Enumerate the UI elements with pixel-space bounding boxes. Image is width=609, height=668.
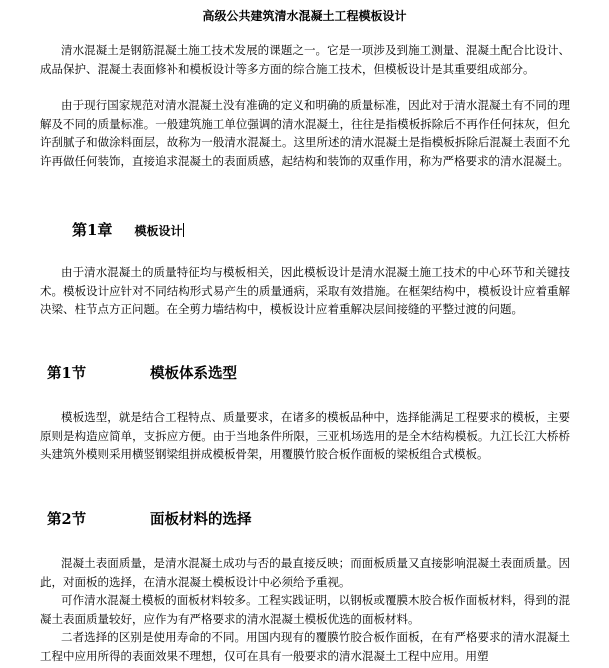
chapter-number: 第1章: [72, 221, 113, 239]
section-1-paragraph: 模板选型，就是结合工程特点、质量要求，在诸多的模板品种中，选择能满足工程要求的模板，主要原则是构造应简单，支拆应方便。由于当地条件所限，三亚机场选用的是全木结构模板。九江长江大桥桥头建筑外模则采用横竖钢梁组拼成模板骨架，用覆膜竹胶合板作面板的梁板组合式模板。: [40, 410, 570, 461]
intro-paragraph-1: 清水混凝土是钢筋混凝土施工技术发展的课题之一。它是一项涉及到施工测量、混凝土配合比设计、成品保护、混凝土表面修补和模板设计等多方面的综合施工技术，但模板设计是其重要组成部分。: [40, 43, 570, 76]
section-1-title: 模板体系选型: [150, 365, 237, 382]
document-title: 高级公共建筑清水混凝土工程模板设计: [202, 9, 407, 23]
intro-paragraph-2: 由于现行国家规范对清水混凝土没有准确的定义和明确的质量标准，因此对于清水混凝土有不同的理解及不同的质量标准。一般建筑施工单位强调的清水混凝土，往往是指模板拆除后不再作任何抹灰，但允许刮腻子和做涂料面层，故称为一般清水混凝土。这里所述的清水混凝土是指模板拆除后混凝土表面不允许再做任何装饰，直接追求混凝土的表面质感，起结构和装饰的双重作用，称为严格要求的清水混凝土。: [40, 98, 570, 168]
chapter-heading[interactable]: [72, 219, 184, 242]
section-2-paragraph-3: 二者选择的区别是使用寿命的不同。用国内现有的覆膜竹胶合板作面板，在有严格要求的清水混凝土工程中应用所得的表面效果不理想，仅可在具有一般要求的清水混凝土工程中应用。用塑: [40, 630, 570, 663]
section-1-heading: [47, 363, 237, 385]
text-cursor: [183, 223, 184, 237]
chapter-paragraph: 由于清水混凝土的质量特征均与模板相关，因此模板设计是清水混凝土施工技术的中心环节和关键技术。模板设计应针对不同结构形式易产生的质量通病，采取有效措施。在框架结构中，模板设计应着重解决梁、柱节点方正问题。在全剪力墙结构中，模板设计应着重解决层间接缝的平整过渡的问题。: [40, 265, 570, 316]
section-2-heading: [47, 509, 252, 531]
section-2-title: 面板材料的选择: [150, 511, 252, 528]
section-2-paragraph-2: 可作清水混凝土模板的面板材料较多。工程实践证明，以钢板或覆膜木胶合板作面板材料，得到的混凝土表面质量较好，应作为有严格要求的清水混凝土模板优选的面板材料。: [40, 593, 570, 626]
section-2-number: 第2节: [47, 511, 87, 528]
section-1-number: 第1节: [47, 365, 87, 382]
chapter-title: 模板设计: [134, 224, 183, 238]
section-2-paragraph-1: 混凝土表面质量，是清水混凝土成功与否的最直接反映；而面板质量又直接影响混凝土表面质量。因此，对面板的选择，在清水混凝土模板设计中必须给予重视。: [40, 556, 570, 589]
